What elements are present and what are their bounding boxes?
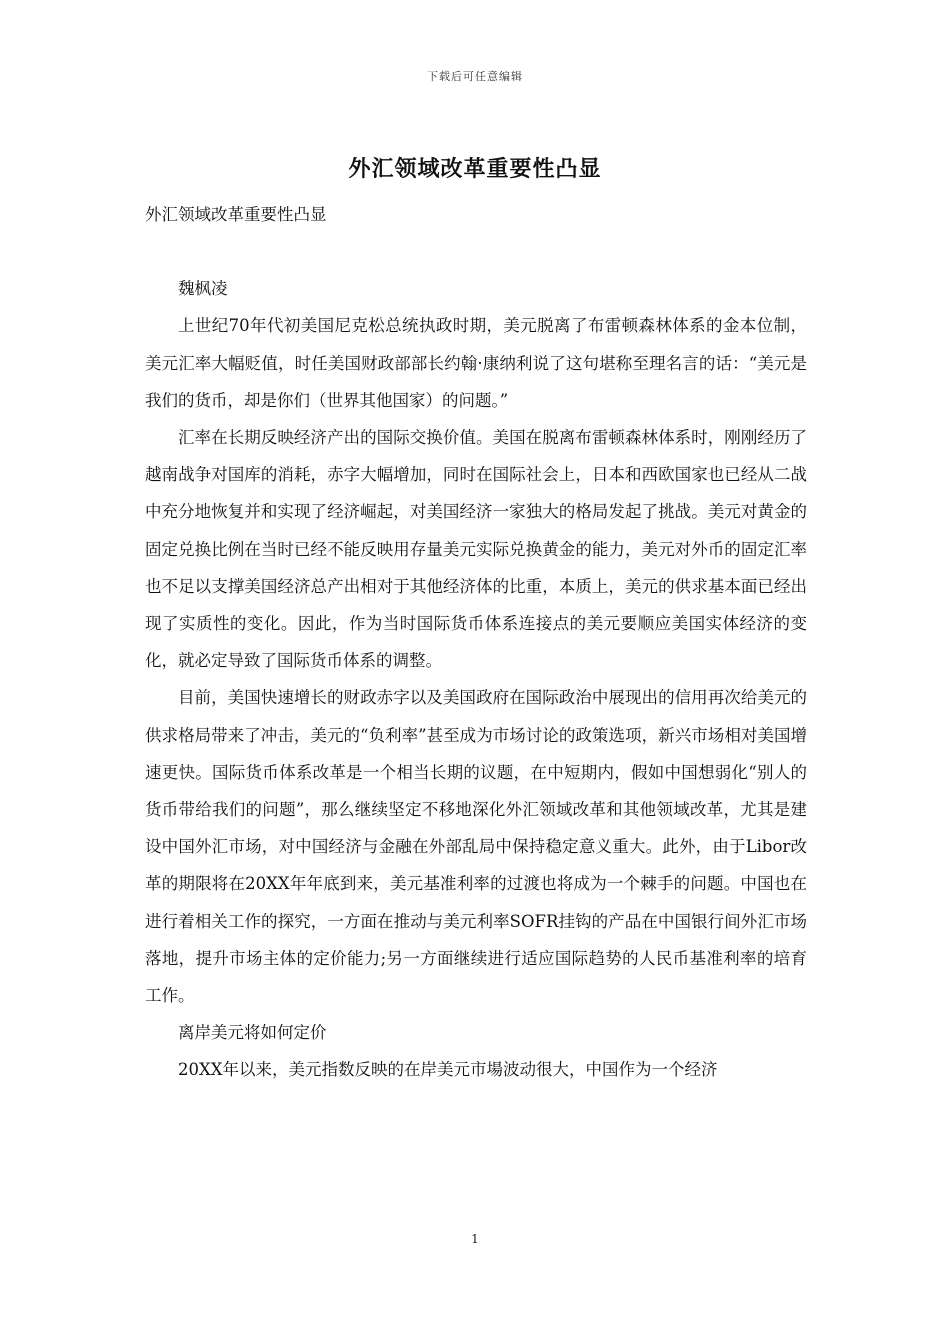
paragraph-2: 汇率在长期反映经济产出的国际交换价值。美国在脱离布雷顿森林体系时，刚刚经历了越南战争对国库的消耗，赤字大幅增加，同时在国际社会上，日本和西欧国家也已经从二战中充分地恢复并和实现了经济崛起，对美国经济一家独大的格局发起了挑战。美元对黄金的固定兑换比例在当时已经不能反映用存量美元实际兑换黄金的能力，美元对外币的固定汇率也不足以支撑美国经济总产出相对于其他经济体的比重，本质上，美元的供求基本面已经出现了实质性的变化。因此，作为当时国际货币体系连接点的美元要顺应美国实体经济的变化，就必定导致了国际货币体系的调整。 [145,428,807,671]
document-subtitle: 外汇领域改革重要性凸显 [145,205,327,224]
document-body [145,196,807,1089]
document-title: 外汇领域改革重要性凸显 [348,156,602,182]
paragraph-1: 上世纪70年代初美国尼克松总统执政时期，美元脱离了布雷顿森林体系的金本位制，美元汇率大幅贬值，时任美国财政部部长约翰·康纳利说了这句堪称至理名言的话：“美元是我们的货币，却是你们（世界其他国家）的问题。” [145,316,807,410]
blank-line [145,233,807,270]
paragraph-4: 20XX年以来，美元指数反映的在岸美元市場波动很大，中国作为一个经济 [178,1060,718,1080]
author-line: 魏枫凌 [178,279,228,299]
page-header: 下载后可任意编辑 [427,70,523,83]
section-heading: 离岸美元将如何定价 [178,1023,327,1043]
page-number: 1 [471,1232,479,1246]
paragraph-3: 目前，美国快速增长的财政赤字以及美国政府在国际政治中展现出的信用再次给美元的供求格局带来了冲击，美元的“负利率”甚至成为市场讨论的政策选项，新兴市场相对美国增速更快。国际货币体系改革是一个相当长期的议题，在中短期内，假如中国想弱化“别人的货币带给我们的问题”，那么继续坚定不移地深化外汇领域改革和其他领域改革，尤其是建设中国外汇市场，对中国经济与金融在外部乱局中保持稳定意义重大。此外，由于Libor改革的期限将在20XX年年底到来，美元基准利率的过渡也将成为一个棘手的问题。中国也在进行着相关工作的探究，一方面在推动与美元利率SOFR挂钩的产品在中国银行间外汇市场落地，提升市场主体的定价能力;另一方面继续进行适应国际趋势的人民币基准利率的培育工作。 [145,688,807,1006]
